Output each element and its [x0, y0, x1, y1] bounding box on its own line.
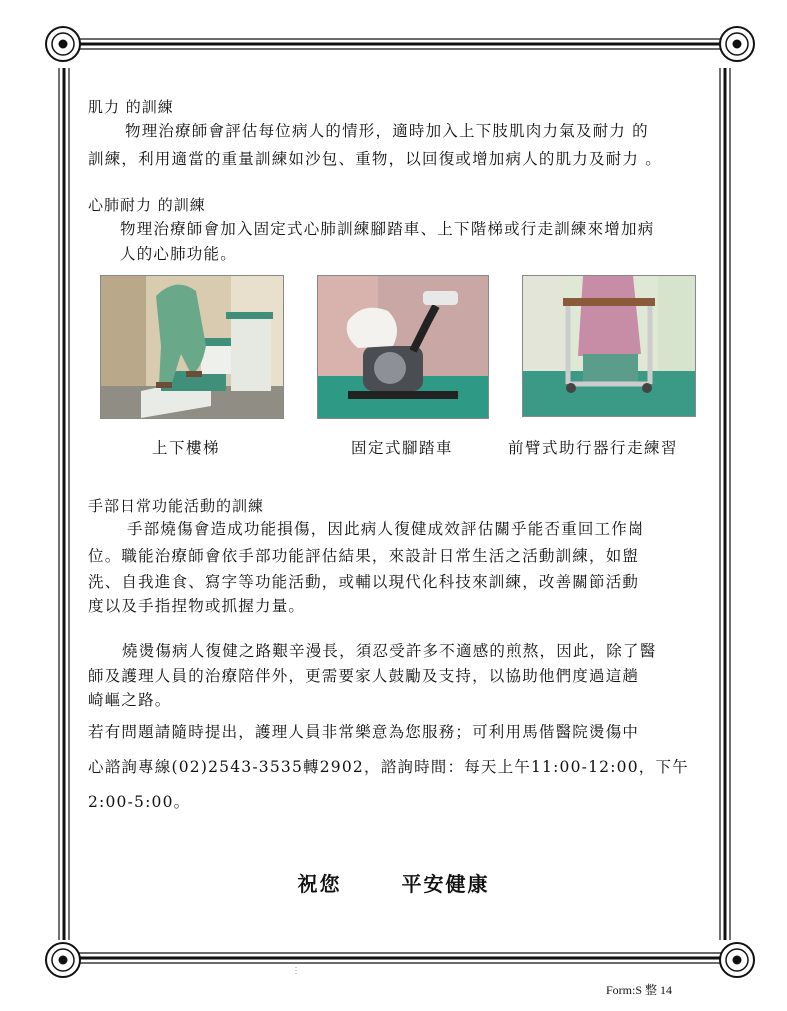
- section-heading-muscle: 肌力 的訓練: [88, 98, 174, 116]
- paragraph-line: 物理治療師會評估每位病人的情形，適時加入上下肢肌肉力氣及耐力 的: [125, 122, 649, 140]
- stairs-training-photo: [100, 275, 284, 419]
- paragraph-line: 度以及手指捏物或抓握力量。: [88, 597, 306, 615]
- paragraph-line: 心諮詢專線(02)2543-3535轉2902，諮詢時間：每天上午11:00-12:00，下午: [88, 758, 689, 776]
- closing-left: 祝您: [297, 872, 342, 896]
- corner-ring-icon: [720, 943, 754, 977]
- paragraph-line: 人的心肺功能。: [120, 245, 237, 263]
- paragraph-line: 崎嶇之路。: [88, 691, 172, 709]
- corner-ring-icon: [46, 27, 80, 61]
- paragraph-line: 位。職能治療師會依手部功能評估結果，來設計日常生活之活動訓練，如盥: [88, 547, 640, 565]
- stationary-bike-photo: [317, 275, 489, 419]
- photo-caption: 上下樓梯: [152, 439, 221, 457]
- section-heading-hand: 手部日常功能活動的訓練: [88, 497, 265, 515]
- photo-caption: 前臂式助行器行走練習: [508, 439, 679, 457]
- paragraph-line: 師及護理人員的治療陪伴外，更需要家人鼓勵及支持，以協助他們度過這趟: [88, 667, 640, 685]
- corner-ring-icon: [46, 943, 80, 977]
- closing-right: 平安健康: [401, 872, 490, 896]
- paragraph-line: 手部燒傷會造成功能損傷，因此病人復健成效評估關乎能否重回工作崗: [127, 520, 645, 538]
- forearm-walker-photo: [522, 275, 696, 417]
- section-heading-cardio: 心肺耐力 的訓練: [88, 196, 206, 214]
- paragraph-line: 洗、自我進食、寫字等功能活動，或輔以現代化科技來訓練，改善關節活動: [88, 573, 640, 591]
- closing-blessing: [0, 868, 787, 897]
- paragraph-line: 訓練，利用適當的重量訓練如沙包、重物，以回復或增加病人的肌力及耐力 。: [88, 150, 662, 168]
- paragraph-line: 燒燙傷病人復健之路艱辛漫長，須忍受許多不適感的煎熬，因此，除了醫: [122, 642, 657, 660]
- corner-ring-icon: [720, 27, 754, 61]
- paragraph-line: 若有問題請隨時提出，護理人員非常樂意為您服務；可利用馬偕醫院燙傷中: [88, 723, 640, 741]
- paragraph-line: 物理治療師會加入固定式心肺訓練腳踏車、上下階梯或行走訓練來增加病: [120, 220, 655, 238]
- photo-caption: 固定式腳踏車: [351, 439, 454, 457]
- footer-form-number: Form:S 整 14: [606, 983, 673, 997]
- paragraph-line: 2:00-5:00。: [88, 793, 191, 811]
